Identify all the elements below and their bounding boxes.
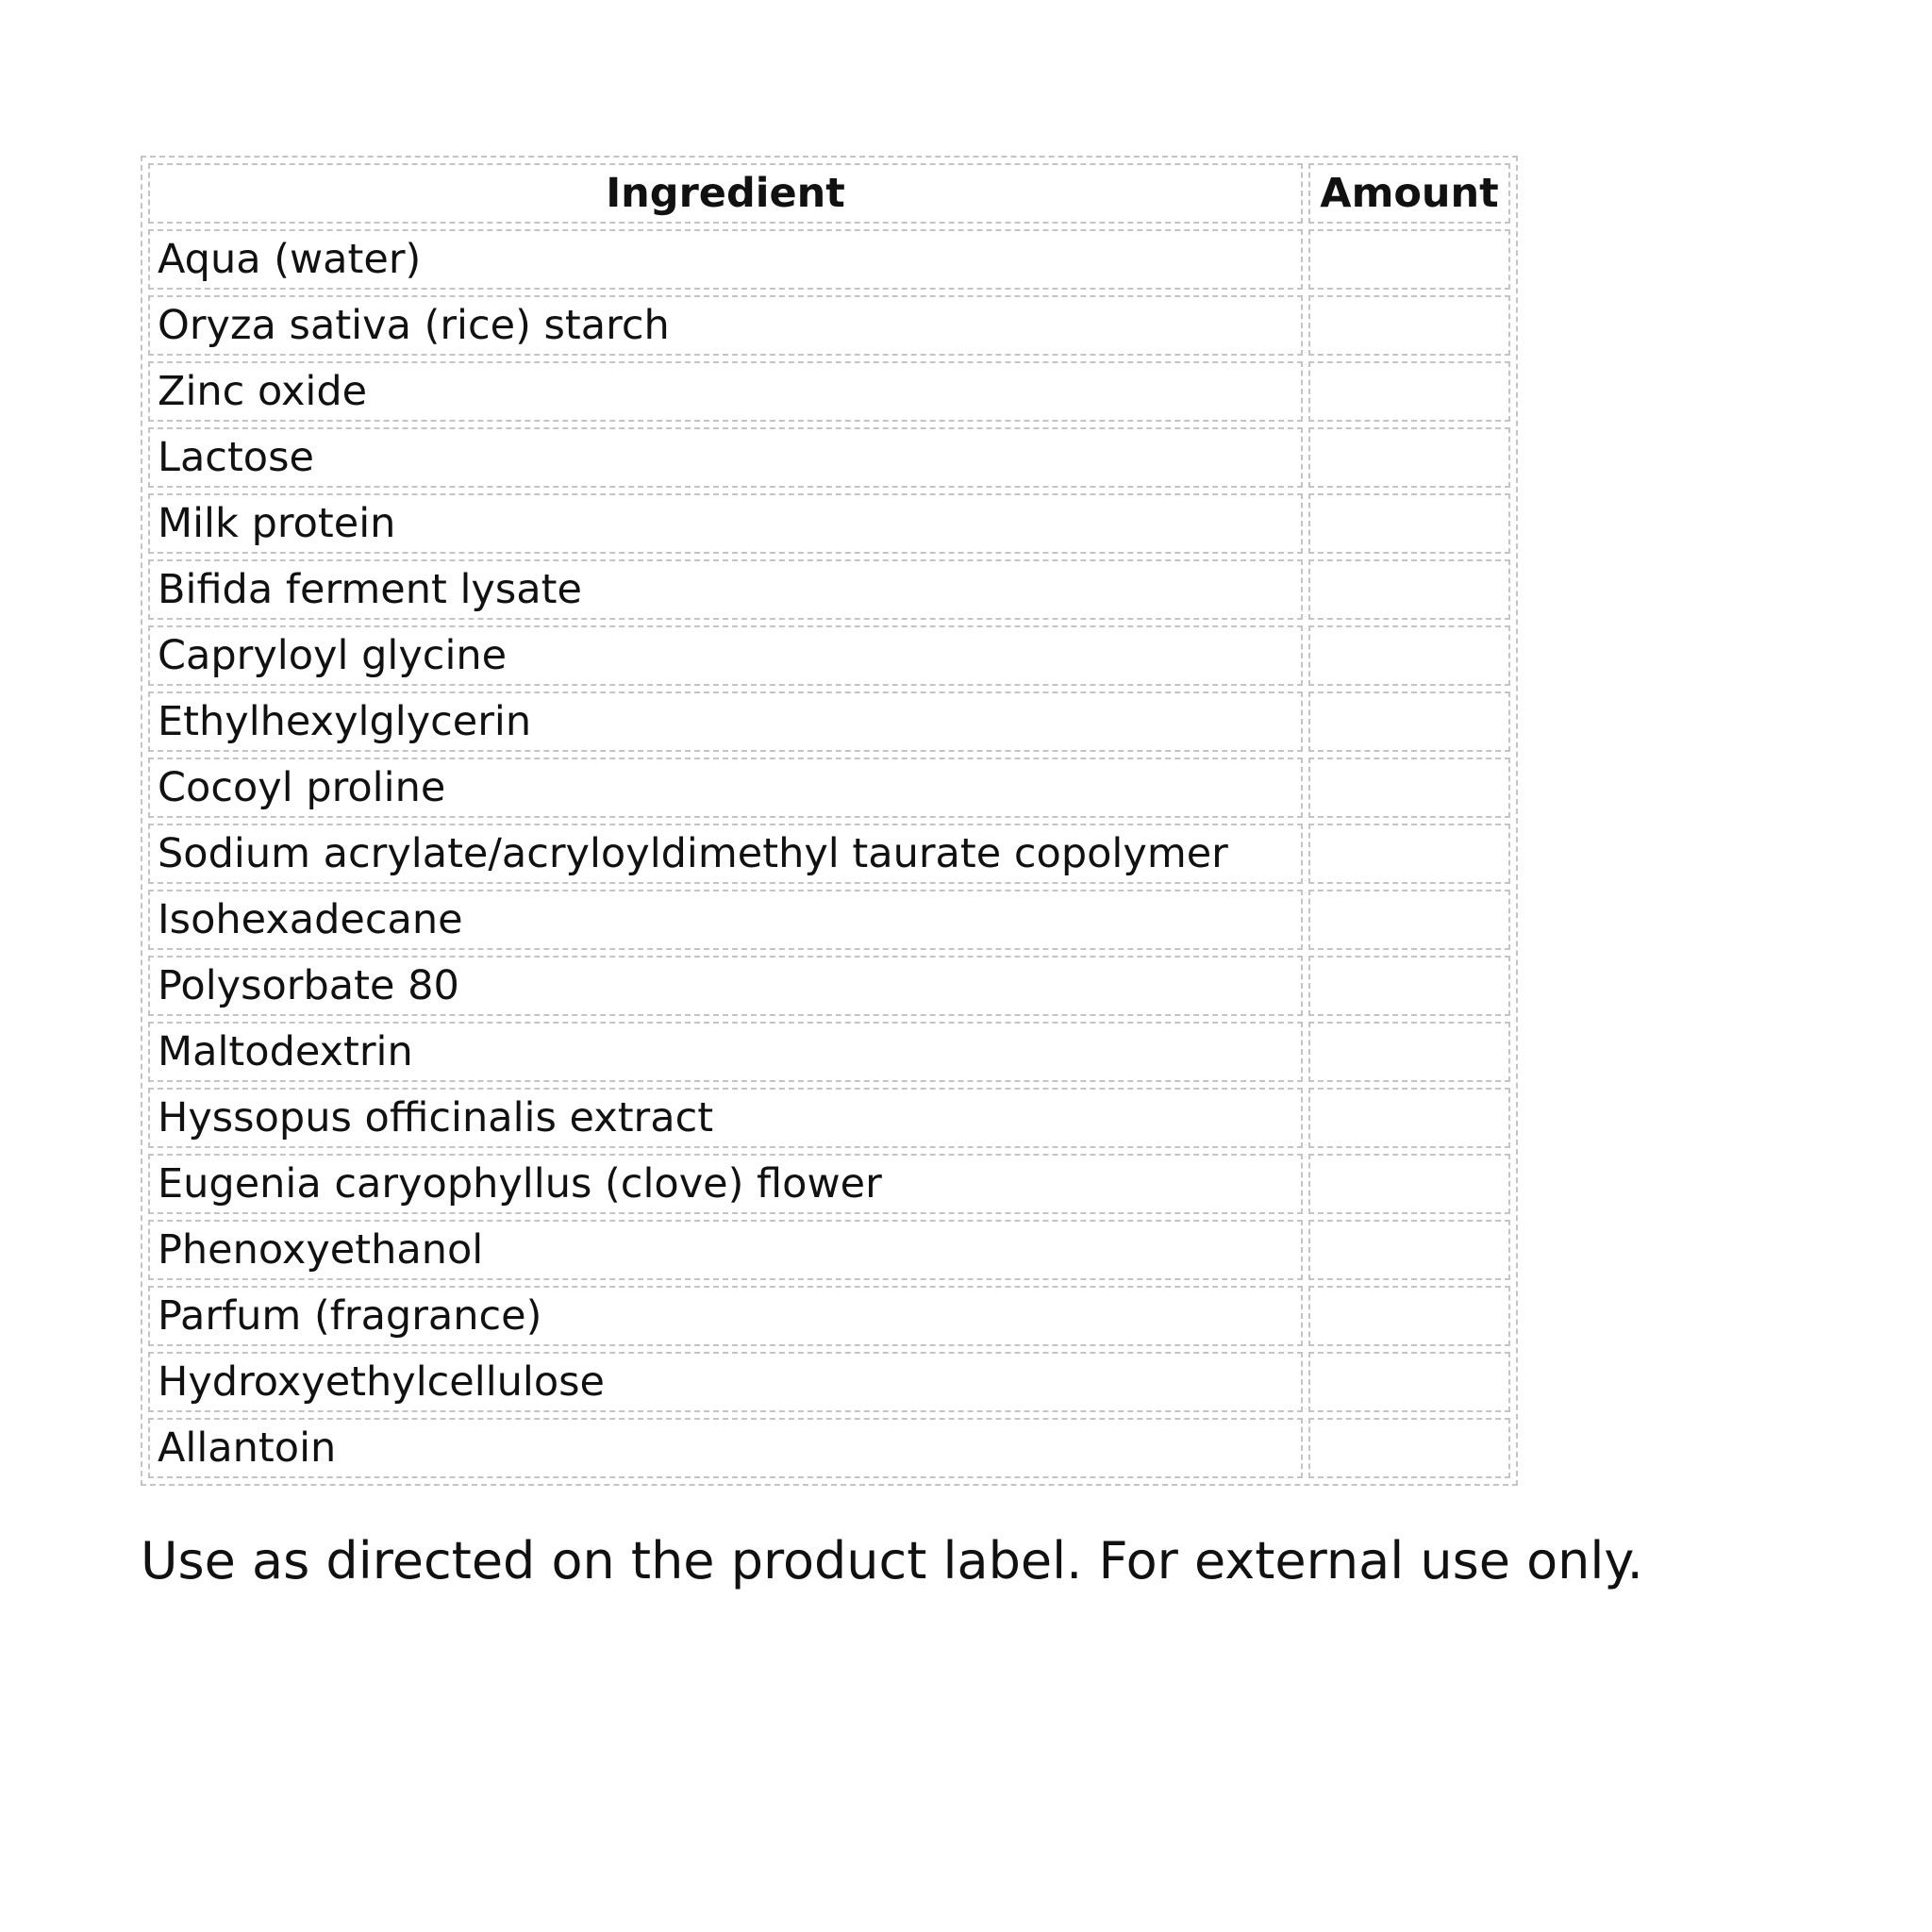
table-row xyxy=(148,361,1510,422)
amount-cell xyxy=(1308,1154,1510,1214)
ingredient-cell: Capryloyl glycine xyxy=(148,625,1303,686)
ingredient-cell: Bifida ferment lysate xyxy=(148,559,1303,620)
amount-cell xyxy=(1308,890,1510,950)
table-row xyxy=(148,1286,1510,1346)
ingredient-cell: Hyssopus officinalis extract xyxy=(148,1088,1303,1148)
table-row xyxy=(148,1352,1510,1412)
ingredient-cell: Cocoyl proline xyxy=(148,758,1303,818)
table-row xyxy=(148,229,1510,290)
table-row xyxy=(148,1022,1510,1082)
ingredient-cell: Lactose xyxy=(148,427,1303,488)
table-row xyxy=(148,427,1510,488)
ingredient-cell: Allantoin xyxy=(148,1418,1303,1478)
amount-cell xyxy=(1308,1418,1510,1478)
ingredient-column-header: Ingredient xyxy=(148,163,1303,224)
table-row xyxy=(148,758,1510,818)
ingredient-cell: Isohexadecane xyxy=(148,890,1303,950)
ingredient-cell: Parfum (fragrance) xyxy=(148,1286,1303,1346)
amount-cell xyxy=(1308,493,1510,554)
amount-cell xyxy=(1308,427,1510,488)
amount-cell xyxy=(1308,824,1510,884)
table-row xyxy=(148,625,1510,686)
ingredient-cell: Hydroxyethylcellulose xyxy=(148,1352,1303,1412)
table-row xyxy=(148,1154,1510,1214)
amount-cell xyxy=(1308,295,1510,356)
amount-cell xyxy=(1308,758,1510,818)
ingredients-table-body xyxy=(148,229,1510,1478)
ingredients-table xyxy=(141,156,1518,1486)
amount-cell xyxy=(1308,956,1510,1016)
usage-note: Use as directed on the product label. For external use only. xyxy=(141,1531,1643,1591)
amount-cell xyxy=(1308,1022,1510,1082)
table-row xyxy=(148,890,1510,950)
amount-cell xyxy=(1308,1352,1510,1412)
table-row xyxy=(148,493,1510,554)
amount-cell xyxy=(1308,1286,1510,1346)
amount-cell xyxy=(1308,625,1510,686)
amount-cell xyxy=(1308,691,1510,752)
table-row xyxy=(148,1088,1510,1148)
amount-cell xyxy=(1308,1088,1510,1148)
amount-cell xyxy=(1308,559,1510,620)
table-row xyxy=(148,824,1510,884)
amount-cell xyxy=(1308,361,1510,422)
table-header-row xyxy=(148,163,1510,224)
document-content xyxy=(141,156,1643,1591)
amount-cell xyxy=(1308,229,1510,290)
ingredient-cell: Aqua (water) xyxy=(148,229,1303,290)
ingredient-cell: Maltodextrin xyxy=(148,1022,1303,1082)
ingredient-cell: Sodium acrylate/acryloyldimethyl taurate copolymer xyxy=(148,824,1303,884)
ingredient-cell: Oryza sativa (rice) starch xyxy=(148,295,1303,356)
table-row xyxy=(148,295,1510,356)
ingredient-cell: Milk protein xyxy=(148,493,1303,554)
ingredient-cell: Zinc oxide xyxy=(148,361,1303,422)
amount-cell xyxy=(1308,1220,1510,1280)
table-row xyxy=(148,559,1510,620)
table-row xyxy=(148,956,1510,1016)
ingredient-cell: Ethylhexylglycerin xyxy=(148,691,1303,752)
table-row xyxy=(148,1418,1510,1478)
ingredient-cell: Polysorbate 80 xyxy=(148,956,1303,1016)
ingredient-cell: Phenoxyethanol xyxy=(148,1220,1303,1280)
amount-column-header: Amount xyxy=(1308,163,1510,224)
table-row xyxy=(148,1220,1510,1280)
ingredient-cell: Eugenia caryophyllus (clove) flower xyxy=(148,1154,1303,1214)
table-row xyxy=(148,691,1510,752)
